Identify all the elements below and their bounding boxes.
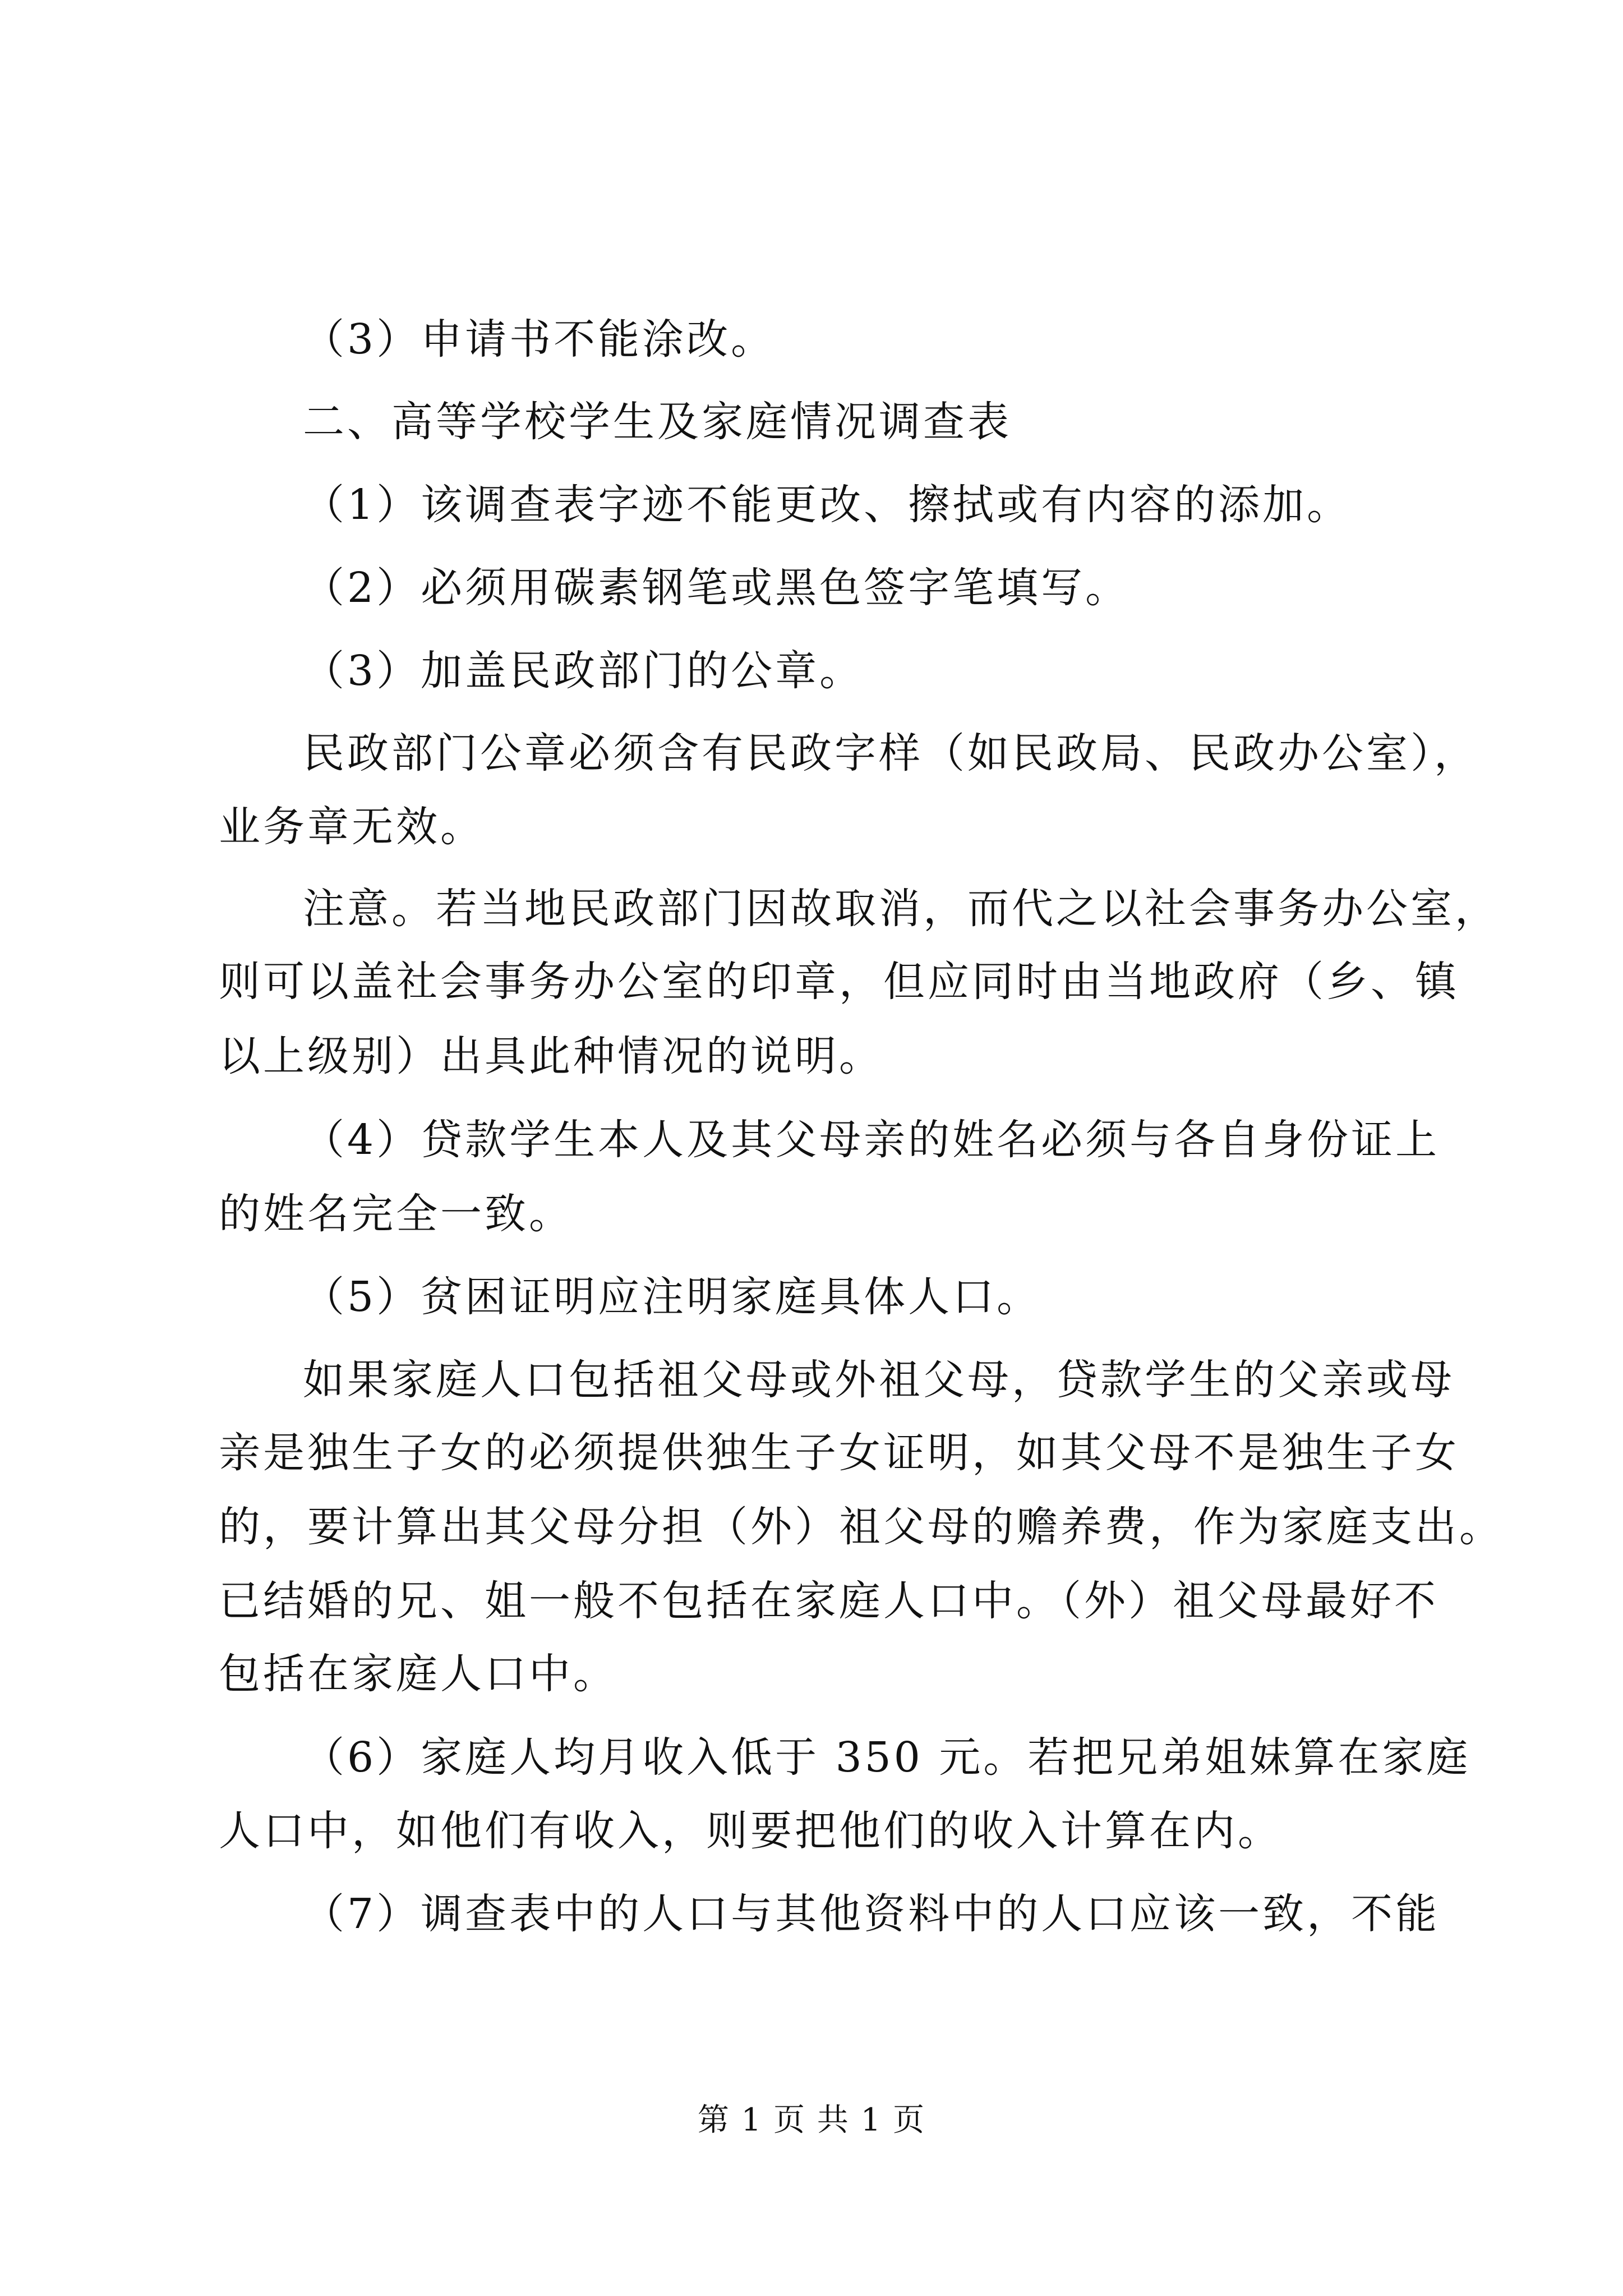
list-item-3-no-alteration: （3）申请书不能涂改。	[303, 315, 776, 364]
section-heading-survey-form: 二、高等学校学生及家庭情况调查表	[303, 398, 1012, 446]
list-item-2-pen: （2）必须用碳素钢笔或黑色签字笔填写。	[303, 564, 1130, 612]
paragraph-note-line-3: 以上级别）出具此种情况的说明。	[219, 1032, 883, 1080]
list-item-6-line-1: （6）家庭人均月收入低于 350 元。若把兄弟姐妹算在家庭	[303, 1733, 1471, 1782]
list-item-4-line-2: 的姓名完全一致。	[219, 1190, 573, 1238]
list-item-3-seal: （3）加盖民政部门的公章。	[303, 647, 864, 695]
list-item-6-line-2: 人口中，如他们有收入，则要把他们的收入计算在内。	[219, 1807, 1282, 1855]
list-item-5: （5）贫困证明应注明家庭具体人口。	[303, 1273, 1041, 1321]
paragraph-seal-line-1: 民政部门公章必须含有民政字样（如民政局、民政办公室），	[303, 729, 1478, 777]
list-item-4-line-1: （4）贷款学生本人及其父母亲的姓名必须与各自身份证上	[303, 1116, 1440, 1164]
paragraph-seal-line-2: 业务章无效。	[219, 803, 485, 851]
list-item-1-handwriting: （1）该调查表字迹不能更改、擦拭或有内容的添加。	[303, 481, 1352, 529]
paragraph-family-line-4: 已结婚的兄、姐一般不包括在家庭人口中。（外）祖父母最好不	[219, 1577, 1438, 1625]
list-item-7-line-1: （7）调查表中的人口与其他资料中的人口应该一致，不能	[303, 1890, 1440, 1938]
paragraph-family-line-5: 包括在家庭人口中。	[219, 1650, 617, 1698]
page-footer: 第 1 页 共 1 页	[697, 2102, 926, 2138]
paragraph-note-line-1: 注意。若当地民政部门因故取消，而代之以社会事务办公室，	[303, 885, 1499, 933]
paragraph-family-line-1: 如果家庭人口包括祖父母或外祖父母，贷款学生的父亲或母	[303, 1356, 1455, 1404]
paragraph-family-line-3: 的，要计算出其父母分担（外）祖父母的赡养费，作为家庭支出。	[219, 1503, 1504, 1551]
paragraph-family-line-2: 亲是独生子女的必须提供独生子女证明，如其父母不是独生子女	[219, 1429, 1459, 1477]
paragraph-note-line-2: 则可以盖社会事务办公室的印章，但应同时由当地政府（乡、镇	[219, 958, 1459, 1006]
